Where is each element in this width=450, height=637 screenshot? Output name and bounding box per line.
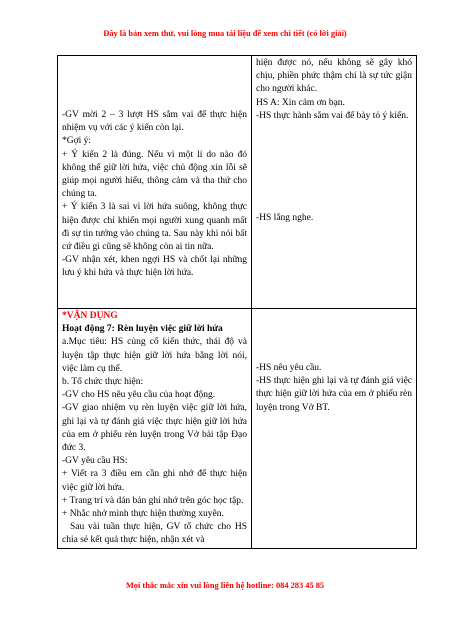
hotline-banner: Mọi thắc mắc xin vui lòng liên hệ hotline: 084 283 45 85 — [125, 581, 325, 590]
activity-title: Hoạt động 7: Rèn luyện việc giữ lời hứa — [62, 324, 223, 335]
paragraph: -GV cho HS nêu yêu cầu của hoạt động. — [62, 390, 216, 401]
paragraph: -GV mời 2 – 3 lượt HS sắm vai để thực hiện nhiệm vụ với các ý kiến còn lại. — [62, 110, 247, 134]
paragraph: a.Mục tiêu: HS củng cố kiến thức, thái độ và luyện tập thực hiện giữ lời hứa bằng lời nói, việc làm cụ thể. — [62, 337, 247, 374]
table-row — [58, 309, 417, 549]
paragraph: + Ý kiến 3 là sai vì lời hứa suông, không thực hiện được chỉ khiến mọi người xung quanh mất đi sự tin tưởng vào chúng ta. Sau này khi nói bất cứ điều gì cũng sẽ không còn ai tin nữa. — [62, 202, 247, 253]
paragraph: -HS thực hiện ghi lại và tự đánh giá việc thực hiện giữ lời hứa của em ở phiếu rèn luyện trong Vở BT. — [256, 376, 412, 413]
teacher-activity-cell — [58, 309, 252, 549]
table-row — [58, 56, 417, 309]
student-activity-cell — [252, 309, 417, 549]
paragraph: -GV giao nhiệm vụ rèn luyện việc giữ lời hứa, ghi lại và tự đánh giá việc thực hiện giữ lời hứa của em ở phiếu rèn luyện trong Vở bài tập Đạo đức 3. — [62, 403, 247, 454]
paragraph: + Viết ra 3 điều em cần ghi nhớ để thực hiện việc giữ lời hứa. — [62, 469, 247, 493]
student-activity-cell — [252, 56, 417, 309]
paragraph: + Trang trí và dán bản ghi nhớ trên góc học tập. — [62, 495, 244, 506]
paragraph: b. Tổ chức thực hiện: — [62, 377, 144, 388]
lesson-table — [57, 55, 417, 549]
paragraph: Sau vài tuần thực hiện, GV tổ chức cho HS chia sẻ kết quả thực hiện, nhận xét và — [62, 522, 247, 546]
paragraph: hiện được nó, nếu không sẽ gây khó chịu, phiền phức thậm chí là sự tức giận cho người khác. — [256, 58, 412, 95]
paragraph: *Gợi ý: — [62, 136, 92, 147]
paragraph: + Ý kiến 2 là đúng. Nếu vì một lí do nào đó không thể giữ lời hứa, việc chủ động xin lỗi sẽ giúp mọi người hiểu, thông cảm và tha thứ cho chúng ta. — [62, 149, 247, 200]
paragraph: -GV nhận xét, khen ngợi HS và chốt lại những lưu ý khi hứa và thực hiện lời hứa. — [62, 255, 247, 279]
section-heading: *VẬN DỤNG — [62, 311, 118, 321]
paragraph: HS A: Xin cảm ơn bạn. — [256, 97, 345, 108]
paragraph: + Nhắc nhở mình thực hiện thường xuyên. — [62, 509, 224, 520]
paragraph: -HS lắng nghe. — [256, 213, 314, 224]
paragraph: -GV yêu cầu HS: — [62, 456, 128, 467]
preview-banner: Đây là bản xem thử, vui lòng mua tài liệu để xem chi tiết (có lời giải) — [103, 29, 347, 38]
paragraph: -HS nêu yêu cầu. — [256, 363, 322, 373]
teacher-activity-cell — [58, 56, 252, 309]
paragraph: -HS thực hành sắm vai để bày tỏ ý kiến. — [256, 110, 409, 121]
